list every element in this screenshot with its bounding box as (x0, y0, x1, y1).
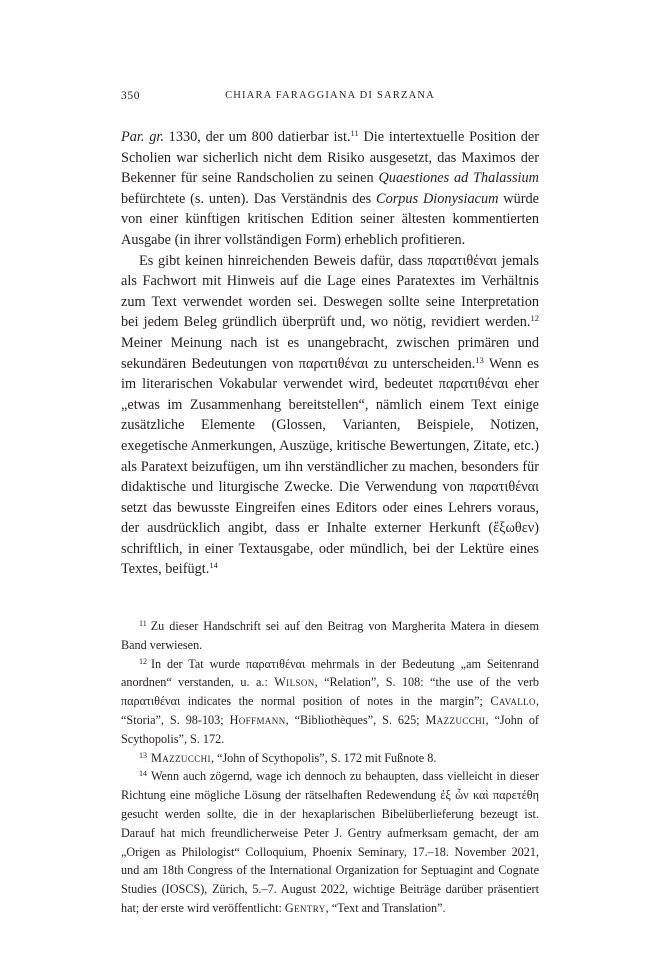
text-span: 1330, der um 800 datierbar ist. (163, 129, 351, 145)
footnote-11 (121, 617, 539, 655)
footnote-number: 13 (139, 750, 147, 760)
text-span: Es gibt keinen hinreichenden Beweis dafür, dass παρατιθέναι jemals als Fachwort mit Hinweis auf die Lage eines Paratextes im Verhältnis zum Text verwendet worden sei. Deswegen sollte seine Interpretation bei jedem Beleg gründlich überprüft und, wo nötig, revidiert werden. (121, 252, 539, 331)
footnote-text: , “Bibliothèques”, S. 625; (285, 713, 426, 728)
author-name: Mazzucchi (151, 750, 211, 765)
footnote-14 (121, 767, 539, 917)
text-span: würde von einer künftigen kritischen Edition seiner ältesten kommentierten Ausgabe (in ihrer vollständigen Form) erheblich profitieren. (121, 190, 539, 248)
footnote-12 (121, 655, 539, 749)
footnote-text: , “Storia”, S. 98-103; (121, 694, 539, 728)
footnote-number: 14 (139, 769, 147, 779)
author-name: Mazzucchi (425, 713, 486, 728)
footnote-text: Wenn auch zögernd, wage ich dennoch zu behaupten, dass vielleicht in dieser Richtung eine mögliche Lösung der rätselhaften Redewendung ἐξ ὧν καὶ παρετέθη gesucht werden sollte, die in der hexaplarischen Bibelüberlieferung bezeugt ist. Darauf hat mich freundlicherweise Peter J. Gentry aufmerksam gemacht, der am „Origen as Philologist“ Colloquium, Phoenix Seminary, 17.–18. November 2021, und am 18th Congress of the International Organization for Septuagint and Cognate Studies (IOSCS), Zürich, 5.–7. August 2022, wichtige Beiträge darüber präsentiert hat; der erste wird veröffentlicht: (121, 769, 539, 916)
footnote-number: 11 (139, 619, 147, 629)
running-head-author: CHIARA FARAGGIANA DI SARZANA (225, 90, 435, 101)
footnote-ref-12[interactable]: 12 (530, 313, 539, 324)
book-page (121, 90, 539, 918)
footnote-ref-11[interactable]: 11 (350, 128, 359, 138)
text-span: Meiner Meinung nach ist es unangebracht, zwischen primären und sekundären Bedeutungen von παρατιθέναι zu unterscheiden. (121, 334, 539, 372)
footnotes (121, 617, 539, 918)
author-name: Hoffmann (229, 713, 286, 728)
running-head (121, 90, 539, 108)
paragraph-1 (121, 127, 539, 251)
author-name: Cavallo (490, 694, 536, 709)
text-span: befürchtete (s. unten). Das Verständnis des (121, 190, 377, 207)
footnote-ref-13[interactable]: 13 (475, 354, 484, 365)
author-name: Gentry (284, 901, 326, 916)
footnote-13 (121, 749, 539, 768)
author-name: Wilson (274, 675, 315, 690)
footnote-text: , “Text and Translation”. (325, 901, 446, 916)
footnote-text: , “John of Scythopolis”, S. 172 mit Fußnote 8. (210, 750, 437, 765)
text-span: Die intertextuelle Position der Scholien war sicherlich nicht dem Risiko ausgesetzt, das Maximos der Bekenner für seine Randscholien zu seinen (121, 129, 539, 187)
paragraph-2 (121, 251, 539, 581)
main-text (121, 127, 539, 580)
page-number: 350 (121, 90, 141, 102)
text-span: Wenn es im literarischen Vokabular verwendet wird, bedeutet παρατιθέναι eher „etwas im Zusammenhang bereitstellen“, nämlich einem Text einige zusätzliche Elemente (Glossen, Varianten, Beispiele, Notizen, exegetische Anmerkungen, Auszüge, kritische Bewertungen, Zitate, etc.) als Paratext beizufügen, um ihn verständlicher zu machen, besonders für didaktische und liturgische Zwecke. Die Verwendung von παρατιθέναι setzt das bewusste Eingreifen eines Editors oder eines Lehrers voraus, der ausdrücklich angibt, dass er Inhalte externer Herkunft (ἔξωθεν) schriftlich, in einer Textausgabe, oder mündlich, bei der Lektüre eines Textes, beifügt. (121, 355, 539, 578)
work-title: Corpus Dionysiacum (376, 190, 499, 207)
footnote-number: 12 (139, 656, 147, 666)
work-title: Quaestiones ad Thalassium (378, 170, 539, 187)
manuscript-ref: Par. gr. (121, 129, 164, 145)
footnote-text: In der Tat wurde παρατιθέναι mehrmals in der Bedeutung „am Seitenrand anordnen“ verstanden, u. a.: (121, 656, 539, 690)
footnote-text: , “John of Scythopolis”, S. 172. (121, 713, 539, 746)
footnote-text: , “Relation”, S. 108: “the use of the verb παρατιθέναι indicates the normal position of notes in the margin”; (121, 675, 539, 709)
footnote-ref-14[interactable]: 14 (209, 560, 218, 571)
footnote-text: Zu dieser Handschrift sei auf den Beitrag von Margherita Matera in diesem Band verwiesen. (121, 619, 539, 652)
